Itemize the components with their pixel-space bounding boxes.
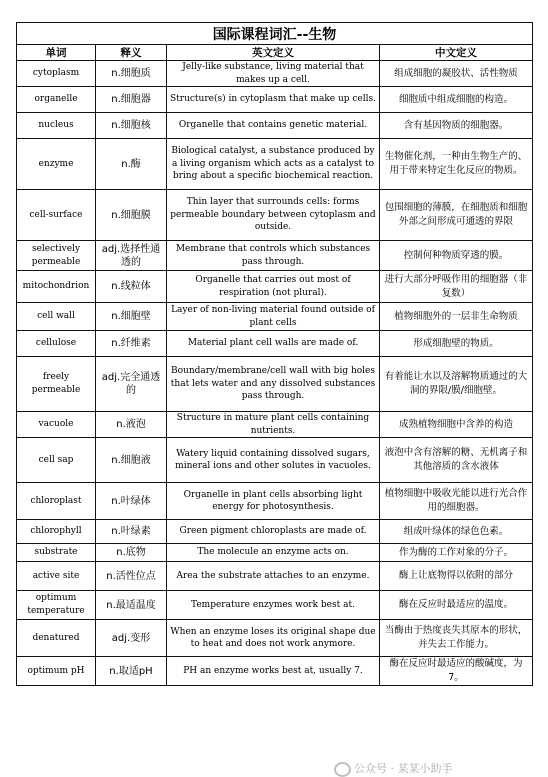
table-row <box>17 357 533 412</box>
chinese-definition-cell: 当酶由于热度丧失其原本的形状，并失去工作能力。 <box>380 620 533 657</box>
chinese-definition-cell: 组成细胞的凝胶状、活性物质 <box>380 61 533 87</box>
chinese-definition-cell: 成熟植物细胞中含养的构造 <box>380 412 533 438</box>
chinese-definition-cell: 酶在反应时最适应的温度。 <box>380 591 533 620</box>
term-cell: vacuole <box>17 412 96 438</box>
chinese-definition-cell: 组成叶绿体的绿色色素。 <box>380 520 533 544</box>
english-definition-cell: Biological catalyst, a substance produced by a living organism which acts as a catalyst to bring about a specific biochemical reaction. <box>167 139 380 190</box>
table-row <box>17 544 533 562</box>
header-meaning: 释义 <box>96 45 167 61</box>
chinese-definition-cell: 含有基因物质的细胞器。 <box>380 113 533 139</box>
chinese-definition-cell: 生物催化剂，一种由生物生产的、用于带来特定生化反应的物质。 <box>380 139 533 190</box>
english-definition-cell: Organelle in plant cells absorbing light energy for photosynthesis. <box>167 483 380 520</box>
term-cell: freely permeable <box>17 357 96 412</box>
english-definition-cell: Material plant cell walls are made of. <box>167 331 380 357</box>
term-cell: mitochondrion <box>17 271 96 303</box>
chinese-definition-cell: 包围细胞的薄膜，在细胞质和细胞外部之间形成可通透的界限 <box>380 190 533 241</box>
chinese-definition-cell: 酶在反应时最适应的酸碱度，为7。 <box>380 657 533 686</box>
term-cell: cell wall <box>17 303 96 331</box>
meaning-cell: n.细胞质 <box>96 61 167 87</box>
meaning-cell: n.细胞壁 <box>96 303 167 331</box>
meaning-cell: adj.变形 <box>96 620 167 657</box>
english-definition-cell: Green pigment chloroplasts are made of. <box>167 520 380 544</box>
table-row <box>17 241 533 271</box>
meaning-cell: n.纤维素 <box>96 331 167 357</box>
term-cell: substrate <box>17 544 96 562</box>
term-cell: cytoplasm <box>17 61 96 87</box>
meaning-cell: n.细胞器 <box>96 87 167 113</box>
english-definition-cell: Jelly-like substance, living material that makes up a cell. <box>167 61 380 87</box>
table-row <box>17 620 533 657</box>
meaning-cell: n.底物 <box>96 544 167 562</box>
english-definition-cell: Organelle that contains genetic material. <box>167 113 380 139</box>
header-chinese-definition: 中文定义 <box>380 45 533 61</box>
chinese-definition-cell: 液泡中含有溶解的糖、无机离子和其他溶质的含水液体 <box>380 438 533 483</box>
table-row <box>17 87 533 113</box>
watermark-text: 公众号 · 某某小助手 <box>354 762 453 775</box>
meaning-cell: n.叶绿体 <box>96 483 167 520</box>
term-cell: cell sap <box>17 438 96 483</box>
table-row <box>17 412 533 438</box>
table-row <box>17 303 533 331</box>
meaning-cell: adj.选择性通透的 <box>96 241 167 271</box>
meaning-cell: n.活性位点 <box>96 562 167 591</box>
meaning-cell: n.取适pH <box>96 657 167 686</box>
term-cell: cellulose <box>17 331 96 357</box>
chinese-definition-cell: 形成细胞壁的物质。 <box>380 331 533 357</box>
english-definition-cell: When an enzyme loses its original shape due to heat and does not work anymore. <box>167 620 380 657</box>
meaning-cell: n.细胞核 <box>96 113 167 139</box>
table-row <box>17 271 533 303</box>
meaning-cell: n.细胞液 <box>96 438 167 483</box>
vocabulary-sheet <box>16 22 532 775</box>
english-definition-cell: Layer of non-living material found outside of plant cells <box>167 303 380 331</box>
term-cell: optimum pH <box>17 657 96 686</box>
meaning-cell: n.细胞膜 <box>96 190 167 241</box>
term-cell: chloroplast <box>17 483 96 520</box>
english-definition-cell: Thin layer that surrounds cells: forms permeable boundary between cytoplasm and outside. <box>167 190 380 241</box>
chinese-definition-cell: 作为酶的工作对象的分子。 <box>380 544 533 562</box>
chinese-definition-cell: 细胞质中组成细胞的构造。 <box>380 87 533 113</box>
term-cell: selectively permeable <box>17 241 96 271</box>
vocabulary-table <box>16 22 533 686</box>
chinese-definition-cell: 进行大部分呼吸作用的细胞器（非复数） <box>380 271 533 303</box>
english-definition-cell: The molecule an enzyme acts on. <box>167 544 380 562</box>
english-definition-cell: Structure(s) in cytoplasm that make up cells. <box>167 87 380 113</box>
term-cell: optimum temperature <box>17 591 96 620</box>
table-row <box>17 562 533 591</box>
table-row <box>17 520 533 544</box>
term-cell: active site <box>17 562 96 591</box>
english-definition-cell: Boundary/membrane/cell wall with big holes that lets water and any dissolved substances pass through. <box>167 357 380 412</box>
chinese-definition-cell: 酶上让底物得以依附的部分 <box>380 562 533 591</box>
header-english-definition: 英文定义 <box>167 45 380 61</box>
meaning-cell: n.酶 <box>96 139 167 190</box>
meaning-cell: n.线粒体 <box>96 271 167 303</box>
term-cell: enzyme <box>17 139 96 190</box>
meaning-cell: n.液泡 <box>96 412 167 438</box>
english-definition-cell: PH an enzyme works best at, usually 7. <box>167 657 380 686</box>
table-row <box>17 139 533 190</box>
term-cell: cell-surface <box>17 190 96 241</box>
table-row <box>17 591 533 620</box>
chinese-definition-cell: 植物细胞外的一层非生命物质 <box>380 303 533 331</box>
meaning-cell: n.最适温度 <box>96 591 167 620</box>
term-cell: chlorophyll <box>17 520 96 544</box>
table-row <box>17 190 533 241</box>
table-row <box>17 113 533 139</box>
english-definition-cell: Area the substrate attaches to an enzyme. <box>167 562 380 591</box>
english-definition-cell: Organelle that carries out most of respiration (not plural). <box>167 271 380 303</box>
chinese-definition-cell: 有着能让水以及溶解物质通过的大洞的界限/膜/细胞壁。 <box>380 357 533 412</box>
table-row <box>17 331 533 357</box>
watermark <box>334 760 453 777</box>
meaning-cell: adj.完全通透的 <box>96 357 167 412</box>
english-definition-cell: Membrane that controls which substances pass through. <box>167 241 380 271</box>
meaning-cell: n.叶绿素 <box>96 520 167 544</box>
chinese-definition-cell: 控制何种物质穿透的膜。 <box>380 241 533 271</box>
table-header-row <box>17 45 533 61</box>
english-definition-cell: Watery liquid containing dissolved sugars, mineral ions and other solutes in vacuoles. <box>167 438 380 483</box>
table-row <box>17 657 533 686</box>
english-definition-cell: Temperature enzymes work best at. <box>167 591 380 620</box>
term-cell: denatured <box>17 620 96 657</box>
table-row <box>17 438 533 483</box>
table-row <box>17 61 533 87</box>
chinese-definition-cell: 植物细胞中吸收光能以进行光合作用的细胞器。 <box>380 483 533 520</box>
wechat-icon <box>334 762 351 777</box>
english-definition-cell: Structure in mature plant cells containing nutrients. <box>167 412 380 438</box>
table-title: 国际课程词汇--生物 <box>17 23 533 45</box>
term-cell: nucleus <box>17 113 96 139</box>
term-cell: organelle <box>17 87 96 113</box>
header-word: 单词 <box>17 45 96 61</box>
table-row <box>17 483 533 520</box>
